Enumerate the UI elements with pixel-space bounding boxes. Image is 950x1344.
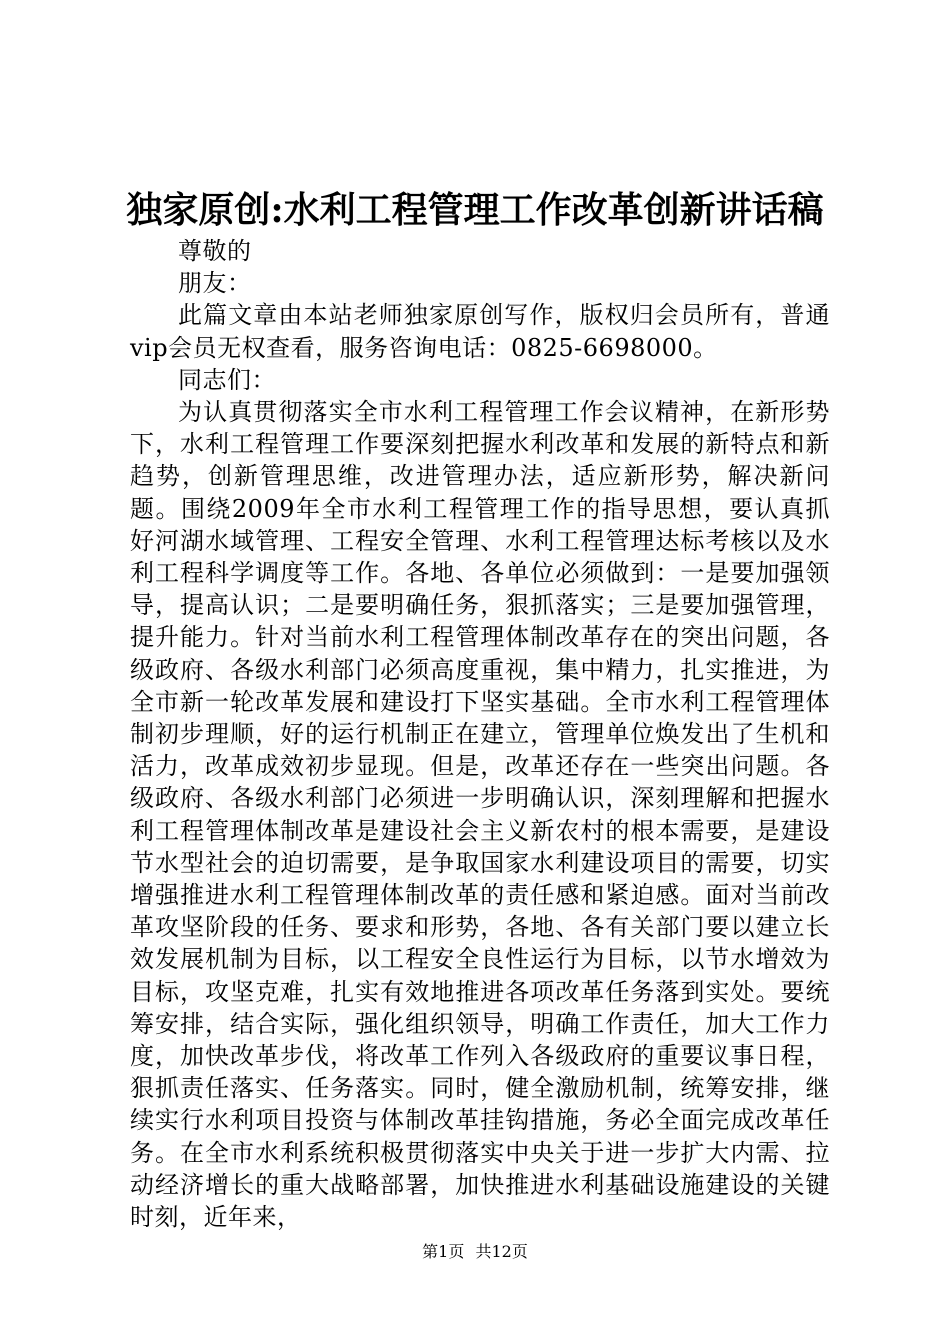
- body-paragraph: 为认真贯彻落实全市水利工程管理工作会议精神，在新形势下，水利工程管理工作要深刻把握水利改革和发展的新特点和新趋势，创新管理思维，改进管理办法，适应新形势，解决新问题。围绕2009年全市水利工程管理工作的指导思想，要认真抓好河湖水域管理、工程安全管理、水利工程管理达标考核以及水利工程科学调度等工作。各地、各单位必须做到：一是要加强领导，提高认识；二是要明确任务，狠抓落实；三是要加强管理，提升能力。针对当前水利工程管理体制改革存在的突出问题，各级政府、各级水利部门必须高度重视，集中精力，扎实推进，为全市新一轮改革发展和建设打下坚实基础。全市水利工程管理体制初步理顺，好的运行机制正在建立，管理单位焕发出了生机和活力，改革成效初步显现。但是，改革还存在一些突出问题。各级政府、各级水利部门必须进一步明确认识，深刻理解和把握水利工程管理体制改革是建设社会主义新农村的根本需要，是建设节水型社会的迫切需要，是争取国家水利建设项目的需要，切实增强推进水利工程管理体制改革的责任感和紧迫感。面对当前改革攻坚阶段的任务、要求和形势，各地、各有关部门要以建立长效发展机制为目标，以工程安全良性运行为目标，以节水增效为目标，攻坚克难，扎实有效地推进各项改革任务落到实处。要统筹安排，结合实际，强化组织领导，明确工作责任，加大工作力度，加快改革步伐，将改革工作列入各级政府的重要议事日程，狠抓责任落实、任务落实。同时，健全激励机制，统筹安排，继续实行水利项目投资与体制改革挂钩措施，务必全面完成改革任务。在全市水利系统积极贯彻落实中央关于进一步扩大内需、拉动经济增长的重大战略部署，加快推进水利基础设施建设的关键时刻，近年来，: [130, 398, 830, 1232]
- greeting: 同志们：: [178, 365, 276, 394]
- page-number: 第1页: [422, 1242, 465, 1261]
- page-footer: [0, 1240, 950, 1264]
- document-body: [130, 235, 830, 1233]
- page-total: 共12页: [475, 1242, 528, 1261]
- salutation-line-2: 朋友：: [178, 269, 252, 298]
- document-title: 独家原创:水利工程管理工作改革创新讲话稿: [126, 189, 824, 231]
- copyright-notice: 此篇文章由本站老师独家原创写作，版权归会员所有，普通vip会员无权查看，服务咨询电话：0825-6698000。: [130, 301, 830, 362]
- salutation-line-1: 尊敬的: [178, 237, 252, 265]
